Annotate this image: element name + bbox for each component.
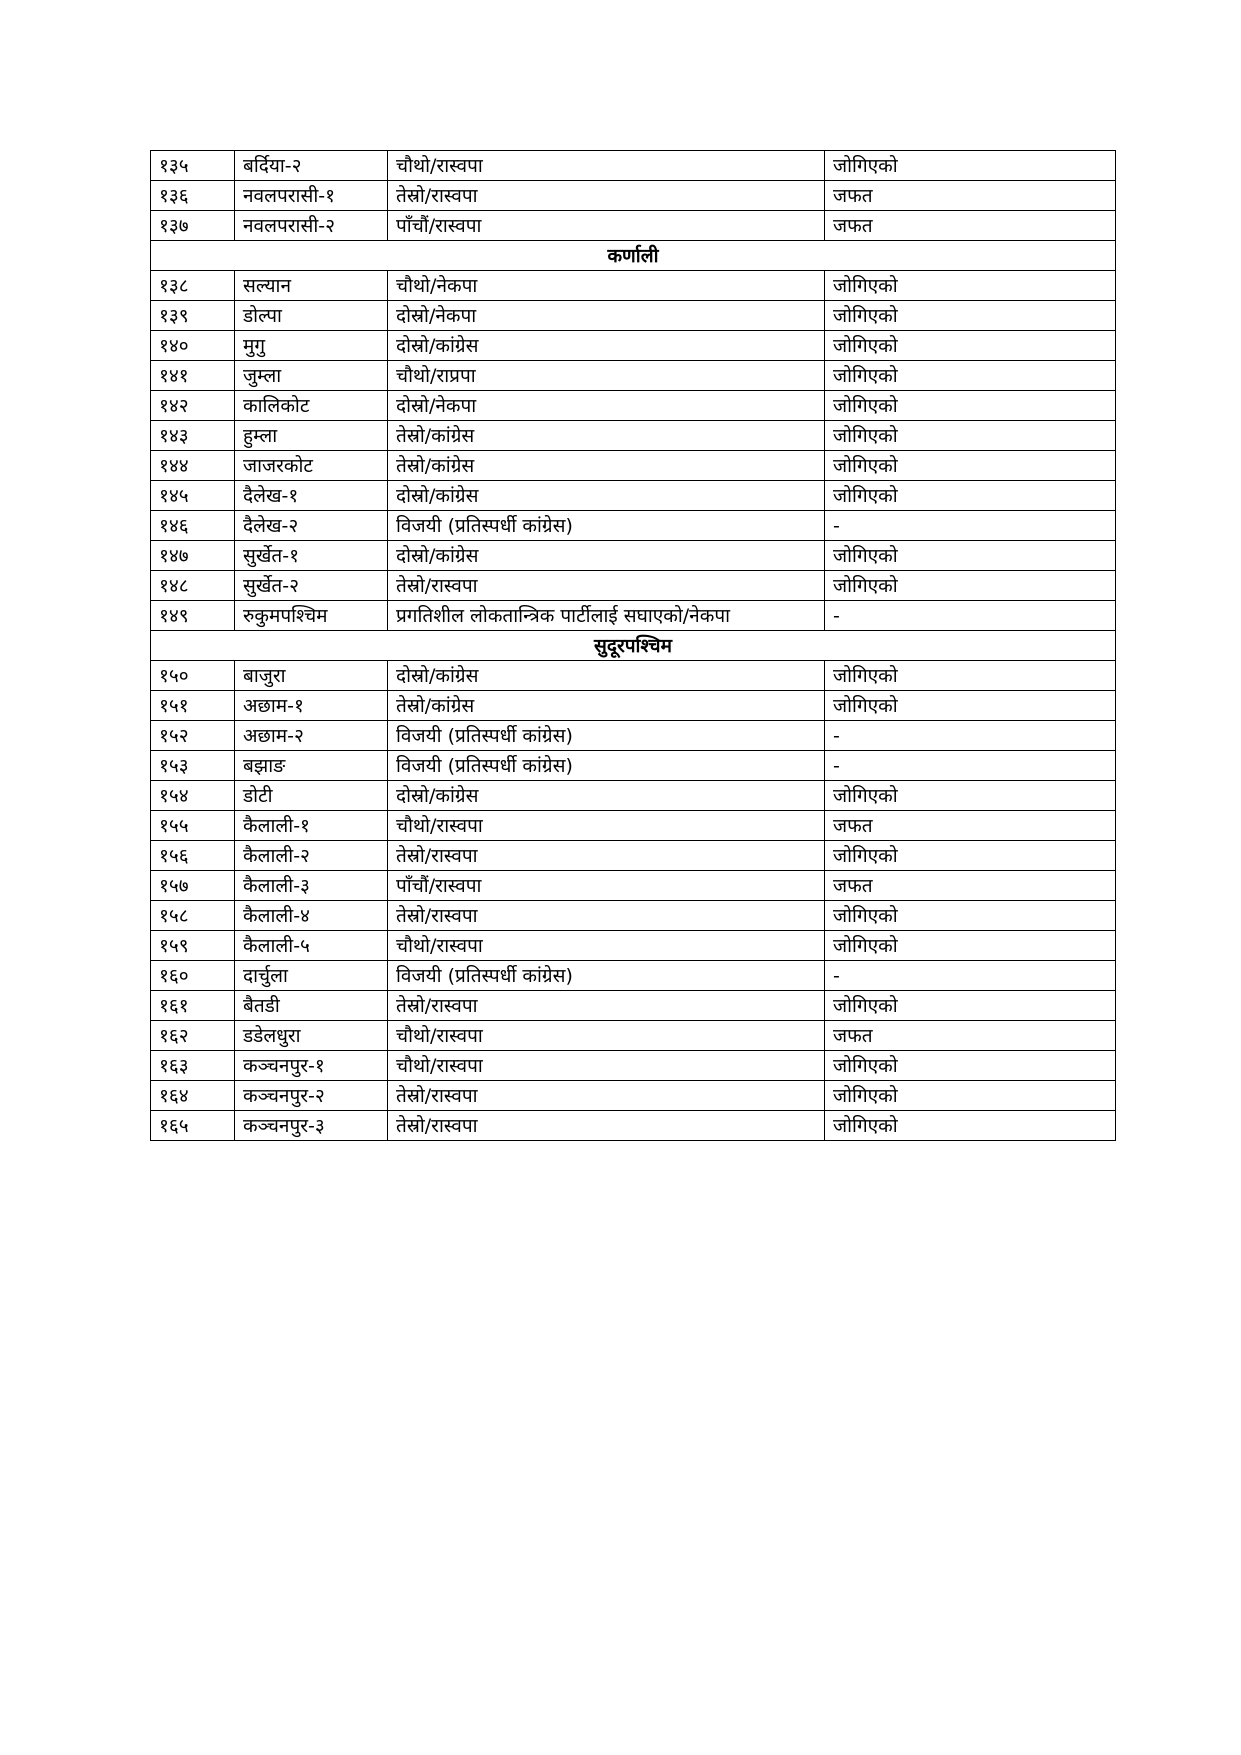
row-number-cell: १६३	[151, 1051, 235, 1081]
deposit-status-cell: जोगिएको	[825, 301, 1116, 331]
position-party-cell: तेस्रो/रास्वपा	[388, 1111, 825, 1141]
constituency-cell: नवलपरासी-१	[235, 181, 388, 211]
position-party-cell: तेस्रो/रास्वपा	[388, 1081, 825, 1111]
position-party-cell: विजयी (प्रतिस्पर्धी कांग्रेस)	[388, 721, 825, 751]
table-row	[151, 661, 1116, 691]
table-row	[151, 1081, 1116, 1111]
constituency-cell: डोल्पा	[235, 301, 388, 331]
position-party-cell: दोस्रो/कांग्रेस	[388, 481, 825, 511]
deposit-status-cell: जोगिएको	[825, 481, 1116, 511]
row-number-cell: १३८	[151, 271, 235, 301]
constituency-cell: कैलाली-५	[235, 931, 388, 961]
deposit-status-cell: जोगिएको	[825, 841, 1116, 871]
constituency-cell: कैलाली-१	[235, 811, 388, 841]
constituency-cell: डोटी	[235, 781, 388, 811]
constituency-cell: बझाङ	[235, 751, 388, 781]
table-row	[151, 751, 1116, 781]
constituency-cell: सल्यान	[235, 271, 388, 301]
table-row	[151, 541, 1116, 571]
deposit-status-cell: जोगिएको	[825, 1111, 1116, 1141]
deposit-status-cell: -	[825, 511, 1116, 541]
deposit-status-cell: जोगिएको	[825, 691, 1116, 721]
position-party-cell: चौथो/रास्वपा	[388, 151, 825, 181]
row-number-cell: १३५	[151, 151, 235, 181]
table-row	[151, 361, 1116, 391]
position-party-cell: तेस्रो/कांग्रेस	[388, 451, 825, 481]
row-number-cell: १६२	[151, 1021, 235, 1051]
table-row	[151, 721, 1116, 751]
position-party-cell: चौथो/रास्वपा	[388, 1051, 825, 1081]
table-row	[151, 691, 1116, 721]
position-party-cell: विजयी (प्रतिस्पर्धी कांग्रेस)	[388, 511, 825, 541]
constituency-cell: कञ्चनपुर-१	[235, 1051, 388, 1081]
deposit-status-cell: जोगिएको	[825, 571, 1116, 601]
deposit-status-cell: जोगिएको	[825, 451, 1116, 481]
position-party-cell: पाँचौं/रास्वपा	[388, 211, 825, 241]
position-party-cell: तेस्रो/रास्वपा	[388, 181, 825, 211]
constituency-cell: दैलेख-१	[235, 481, 388, 511]
position-party-cell: दोस्रो/कांग्रेस	[388, 541, 825, 571]
row-number-cell: १६१	[151, 991, 235, 1021]
deposit-status-cell: -	[825, 751, 1116, 781]
table-row	[151, 1051, 1116, 1081]
deposit-status-cell: जफत	[825, 211, 1116, 241]
row-number-cell: १३६	[151, 181, 235, 211]
constituency-cell: दैलेख-२	[235, 511, 388, 541]
deposit-status-cell: जोगिएको	[825, 1051, 1116, 1081]
position-party-cell: दोस्रो/नेकपा	[388, 391, 825, 421]
constituency-cell: सुर्खेत-१	[235, 541, 388, 571]
position-party-cell: विजयी (प्रतिस्पर्धी कांग्रेस)	[388, 961, 825, 991]
table-row	[151, 961, 1116, 991]
deposit-status-cell: जोगिएको	[825, 391, 1116, 421]
constituency-cell: कैलाली-४	[235, 901, 388, 931]
position-party-cell: तेस्रो/कांग्रेस	[388, 691, 825, 721]
row-number-cell: १४७	[151, 541, 235, 571]
row-number-cell: १५३	[151, 751, 235, 781]
deposit-status-cell: जोगिएको	[825, 661, 1116, 691]
row-number-cell: १५७	[151, 871, 235, 901]
deposit-status-cell: जफत	[825, 871, 1116, 901]
table-row	[151, 901, 1116, 931]
row-number-cell: १४९	[151, 601, 235, 631]
table-row	[151, 931, 1116, 961]
row-number-cell: १५९	[151, 931, 235, 961]
row-number-cell: १५२	[151, 721, 235, 751]
table-row	[151, 811, 1116, 841]
deposit-status-cell: -	[825, 721, 1116, 751]
table-row	[151, 991, 1116, 1021]
position-party-cell: तेस्रो/रास्वपा	[388, 841, 825, 871]
constituency-cell: बाजुरा	[235, 661, 388, 691]
constituency-cell: अछाम-१	[235, 691, 388, 721]
position-party-cell: चौथो/नेकपा	[388, 271, 825, 301]
table-row	[151, 571, 1116, 601]
row-number-cell: १४०	[151, 331, 235, 361]
table-row	[151, 481, 1116, 511]
table-row	[151, 211, 1116, 241]
constituency-cell: कञ्चनपुर-३	[235, 1111, 388, 1141]
position-party-cell: तेस्रो/रास्वपा	[388, 991, 825, 1021]
table-row	[151, 151, 1116, 181]
table-row	[151, 331, 1116, 361]
row-number-cell: १४४	[151, 451, 235, 481]
constituency-cell: नवलपरासी-२	[235, 211, 388, 241]
constituency-cell: रुकुमपश्चिम	[235, 601, 388, 631]
deposit-status-cell: जफत	[825, 181, 1116, 211]
position-party-cell: चौथो/रास्वपा	[388, 1021, 825, 1051]
table-row	[151, 841, 1116, 871]
deposit-status-cell: जोगिएको	[825, 421, 1116, 451]
row-number-cell: १४१	[151, 361, 235, 391]
deposit-status-cell: जोगिएको	[825, 361, 1116, 391]
row-number-cell: १६०	[151, 961, 235, 991]
table-row	[151, 511, 1116, 541]
position-party-cell: प्रगतिशील लोकतान्त्रिक पार्टीलाई सघाएको/नेकपा	[388, 601, 825, 631]
row-number-cell: १३९	[151, 301, 235, 331]
deposit-status-cell: जोगिएको	[825, 1081, 1116, 1111]
deposit-status-cell: जफत	[825, 1021, 1116, 1051]
row-number-cell: १४६	[151, 511, 235, 541]
results-table	[150, 150, 1116, 1141]
row-number-cell: १५८	[151, 901, 235, 931]
results-table-body	[151, 151, 1116, 1141]
position-party-cell: विजयी (प्रतिस्पर्धी कांग्रेस)	[388, 751, 825, 781]
table-row	[151, 1111, 1116, 1141]
table-row	[151, 181, 1116, 211]
section-header-row	[151, 241, 1116, 271]
row-number-cell: १६५	[151, 1111, 235, 1141]
section-title: सुदूरपश्चिम	[151, 631, 1116, 661]
position-party-cell: तेस्रो/रास्वपा	[388, 901, 825, 931]
position-party-cell: तेस्रो/कांग्रेस	[388, 421, 825, 451]
row-number-cell: १५५	[151, 811, 235, 841]
constituency-cell: कञ्चनपुर-२	[235, 1081, 388, 1111]
constituency-cell: बर्दिया-२	[235, 151, 388, 181]
deposit-status-cell: जफत	[825, 811, 1116, 841]
constituency-cell: हुम्ला	[235, 421, 388, 451]
position-party-cell: पाँचौं/रास्वपा	[388, 871, 825, 901]
constituency-cell: दार्चुला	[235, 961, 388, 991]
table-row	[151, 391, 1116, 421]
position-party-cell: दोस्रो/कांग्रेस	[388, 781, 825, 811]
position-party-cell: दोस्रो/नेकपा	[388, 301, 825, 331]
constituency-cell: बैतडी	[235, 991, 388, 1021]
section-header-row	[151, 631, 1116, 661]
constituency-cell: मुगु	[235, 331, 388, 361]
deposit-status-cell: जोगिएको	[825, 931, 1116, 961]
deposit-status-cell: जोगिएको	[825, 271, 1116, 301]
row-number-cell: १४८	[151, 571, 235, 601]
row-number-cell: १४५	[151, 481, 235, 511]
position-party-cell: दोस्रो/कांग्रेस	[388, 331, 825, 361]
table-row	[151, 871, 1116, 901]
row-number-cell: १६४	[151, 1081, 235, 1111]
table-row	[151, 781, 1116, 811]
constituency-cell: कैलाली-२	[235, 841, 388, 871]
row-number-cell: १५१	[151, 691, 235, 721]
row-number-cell: १५०	[151, 661, 235, 691]
deposit-status-cell: -	[825, 961, 1116, 991]
deposit-status-cell: जोगिएको	[825, 151, 1116, 181]
constituency-cell: कालिकोट	[235, 391, 388, 421]
constituency-cell: अछाम-२	[235, 721, 388, 751]
constituency-cell: डडेलधुरा	[235, 1021, 388, 1051]
deposit-status-cell: जोगिएको	[825, 781, 1116, 811]
row-number-cell: १५६	[151, 841, 235, 871]
position-party-cell: चौथो/राप्रपा	[388, 361, 825, 391]
position-party-cell: चौथो/रास्वपा	[388, 931, 825, 961]
row-number-cell: १४२	[151, 391, 235, 421]
constituency-cell: सुर्खेत-२	[235, 571, 388, 601]
row-number-cell: १५४	[151, 781, 235, 811]
position-party-cell: दोस्रो/कांग्रेस	[388, 661, 825, 691]
deposit-status-cell: जोगिएको	[825, 541, 1116, 571]
deposit-status-cell: जोगिएको	[825, 331, 1116, 361]
row-number-cell: १४३	[151, 421, 235, 451]
table-row	[151, 421, 1116, 451]
constituency-cell: जाजरकोट	[235, 451, 388, 481]
deposit-status-cell: -	[825, 601, 1116, 631]
row-number-cell: १३७	[151, 211, 235, 241]
position-party-cell: चौथो/रास्वपा	[388, 811, 825, 841]
constituency-cell: कैलाली-३	[235, 871, 388, 901]
table-row	[151, 451, 1116, 481]
deposit-status-cell: जोगिएको	[825, 991, 1116, 1021]
table-row	[151, 1021, 1116, 1051]
table-row	[151, 601, 1116, 631]
table-row	[151, 301, 1116, 331]
constituency-cell: जुम्ला	[235, 361, 388, 391]
deposit-status-cell: जोगिएको	[825, 901, 1116, 931]
position-party-cell: तेस्रो/रास्वपा	[388, 571, 825, 601]
table-row	[151, 271, 1116, 301]
section-title: कर्णाली	[151, 241, 1116, 271]
